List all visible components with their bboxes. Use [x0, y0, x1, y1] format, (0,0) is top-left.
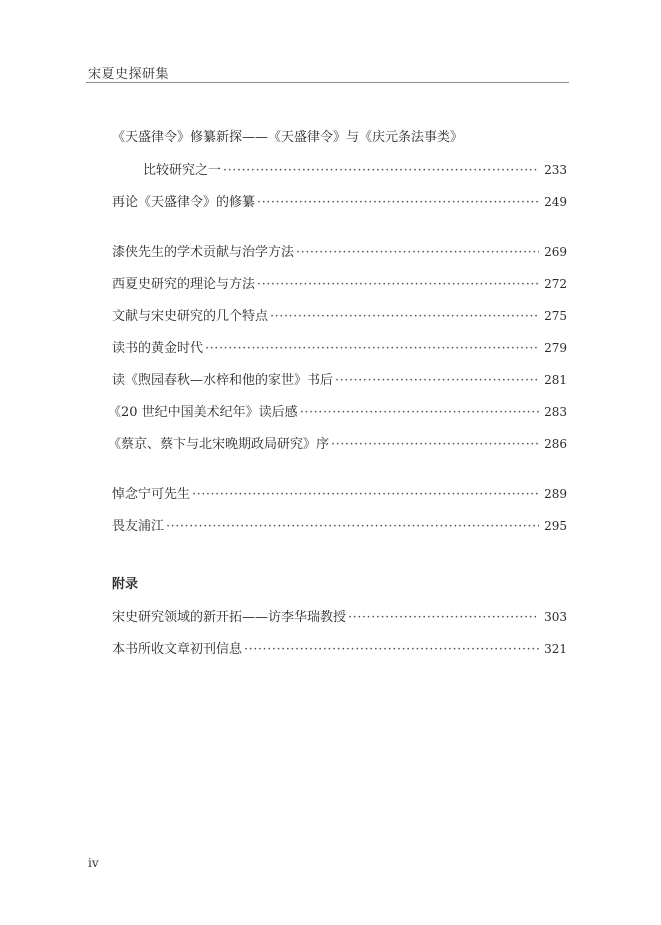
toc-entry: [112, 370, 567, 390]
toc-entry-title: 再论《天盛律令》的修纂: [112, 195, 256, 210]
toc-entry: [112, 338, 567, 358]
toc-page-number: 283: [544, 405, 567, 419]
dot-leader: [192, 485, 539, 505]
toc-entry: [112, 639, 567, 659]
dot-leader: [331, 435, 539, 455]
toc-entry-title: 西夏史研究的理论与方法: [112, 277, 256, 292]
toc-entry-title: 宋史研究领域的新开拓——访李华瑞教授: [112, 610, 347, 625]
dot-leader: [348, 608, 539, 628]
toc-entry-title: 比较研究之一: [143, 163, 222, 178]
toc-entry: [112, 242, 567, 262]
dot-leader: [166, 517, 539, 537]
appendix-heading: 附录: [112, 577, 139, 592]
toc-entry-title: 畏友浦江: [112, 519, 165, 534]
toc-entry-title: 读《煦园春秋—水梓和他的家世》书后: [112, 373, 334, 388]
toc-entry: [112, 192, 567, 212]
dot-leader: [270, 307, 539, 327]
toc-entry: [108, 434, 567, 454]
dot-leader: [296, 243, 539, 263]
toc-page-number: 281: [544, 373, 567, 387]
toc-page-number: 286: [544, 437, 567, 451]
toc-entry: [143, 160, 567, 180]
toc-entry-title: 《蔡京、蔡卞与北宋晚期政局研究》序: [108, 437, 330, 452]
dot-leader: [223, 161, 539, 181]
toc-page-number: 279: [544, 341, 567, 355]
toc-entry-title: 悼念宁可先生: [112, 487, 191, 502]
toc-entry-title: 《天盛律令》修纂新探——《天盛律令》与《庆元条法事类》: [112, 130, 464, 145]
dot-leader: [257, 193, 539, 213]
dot-leader: [300, 403, 539, 423]
toc-page-number: 275: [544, 309, 567, 323]
toc-entry-title: 文献与宋史研究的几个特点: [112, 309, 269, 324]
toc-page-number: 303: [544, 610, 567, 624]
toc-entry-title: 漆侠先生的学术贡献与治学方法: [112, 245, 295, 260]
toc-entry: [112, 274, 567, 294]
header-rule: [86, 82, 569, 83]
dot-leader: [257, 275, 539, 295]
toc-entry: [112, 306, 567, 326]
dot-leader: [244, 640, 539, 660]
toc-page-number: 233: [544, 163, 567, 177]
page-folio: iv: [88, 856, 99, 870]
dot-leader: [335, 371, 539, 391]
toc-entry-title: 《20 世纪中国美术纪年》读后感: [108, 405, 298, 420]
toc-page-number: 269: [544, 245, 567, 259]
dot-leader: [205, 339, 539, 359]
toc-page-number: 295: [544, 519, 567, 533]
toc-page-number: 321: [544, 642, 567, 656]
toc-page-number: 272: [544, 277, 567, 291]
toc-entry: [112, 484, 567, 504]
toc-entry: [112, 516, 567, 536]
toc-entry-title: 本书所收文章初刊信息: [112, 642, 243, 657]
toc-entry: [108, 402, 567, 422]
toc-entry: [112, 607, 567, 627]
toc-page-number: 249: [544, 195, 567, 209]
running-head: 宋夏史探研集: [88, 67, 170, 82]
toc-entry-title: 读书的黄金时代: [112, 341, 204, 356]
toc-page-number: 289: [544, 487, 567, 501]
